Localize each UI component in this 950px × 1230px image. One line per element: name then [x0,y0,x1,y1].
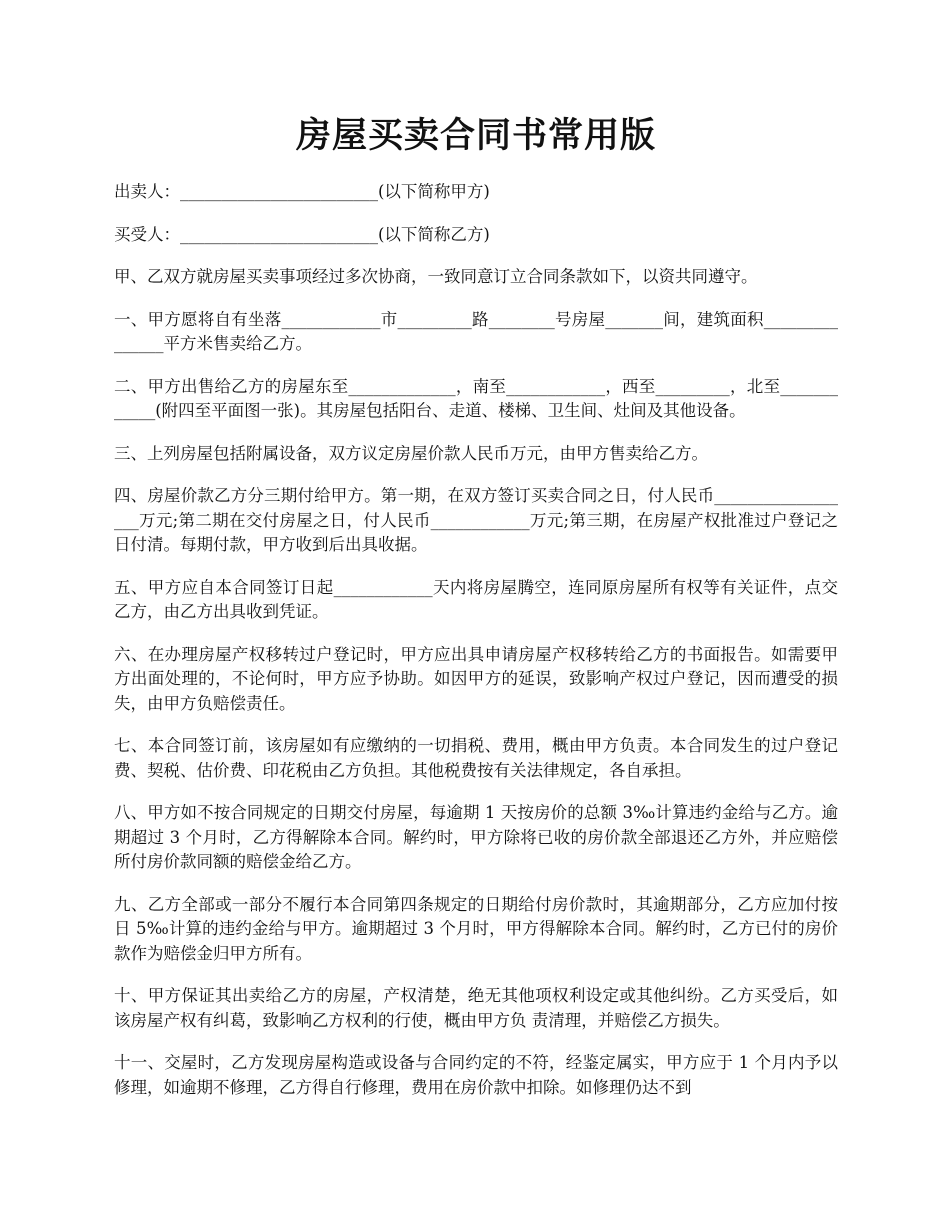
document-page [114,0,838,1100]
clause-5: 五、甲方应自本合同签订日起____________天内将房屋腾空，连同原房屋所有权等有关证件，点交乙方，由乙方出具收到凭证。 [114,577,838,621]
clause-6: 六、在办理房屋产权移转过户登记时，甲方应出具申请房屋产权移转给乙方的书面报告。如需要甲方出面处理的，不论何时，甲方应予协助。如因甲方的延误，致影响产权过户登记，因而遭受的损失，由甲方负赔偿责任。 [114,644,838,713]
clause-11: 十一、交屋时，乙方发现房屋构造或设备与合同约定的不符，经鉴定属实，甲方应于 1 个月内予以修理，如逾期不修理，乙方得自行修理，费用在房价款中扣除。如修理仍达不到 [114,1053,838,1097]
clause-1: 一、甲方愿将自有坐落____________市_________路________号房屋_______间，建筑面积_______________平方米售卖给乙方。 [114,309,838,353]
clause-10: 十、甲方保证其出卖给乙方的房屋，产权清楚，绝无其他项权利设定或其他纠纷。乙方买受后，如该房屋产权有纠葛，致影响乙方权利的行使，概由甲方负 责清理，并赔偿乙方损失。 [114,986,838,1030]
clause-8: 八、甲方如不按合同规定的日期交付房屋，每逾期 1 天按房价的总额 3‰计算违约金给与乙方。逾期超过 3 个月时，乙方得解除本合同。解约时，甲方除将已收的房价款全部退还乙方外，并应赔偿所付房价款同额的赔偿金给乙方。 [114,803,838,871]
document-title: 房屋买卖合同书常用版 [295,115,656,156]
buyer-line: 买受人：________________________(以下简称乙方) [114,224,490,244]
clause-7: 七、本合同签订前，该房屋如有应缴纳的一切捐税、费用，概由甲方负责。本合同发生的过户登记费、契税、估价费、印花税由乙方负担。其他税费按有关法律规定，各自承担。 [114,736,838,780]
preamble-paragraph: 甲、乙双方就房屋买卖事项经过多次协商，一致同意订立合同条款如下，以资共同遵守。 [114,267,758,286]
seller-line: 出卖人：________________________(以下简称甲方) [114,182,490,201]
clause-3: 三、上列房屋包括附属设备，双方议定房屋价款人民币万元，由甲方售卖给乙方。 [114,443,708,463]
clause-9: 九、乙方全部或一部分不履行本合同第四条规定的日期给付房价款时，其逾期部分，乙方应加付按日 5‰计算的违约金给与甲方。逾期超过 3 个月时，甲方得解除本合同。解约时，乙方已付的房价款作为赔偿金归甲方所有。 [114,894,838,963]
clause-2: 二、甲方出售给乙方的房屋东至_____________，南至____________，西至_________，北至____________(附四至平面图一张)。其房屋包括阳台、走道、楼梯、卫生间、灶间及其他设备。 [114,376,838,420]
clause-4: 四、房屋价款乙方分三期付给甲方。第一期，在双方签订买卖合同之日，付人民币__________________万元;第二期在交付房屋之日，付人民币____________万元;第三期，在房屋产权批准过户登记之日付清。每期付款，甲方收到后出具收据。 [114,486,838,554]
